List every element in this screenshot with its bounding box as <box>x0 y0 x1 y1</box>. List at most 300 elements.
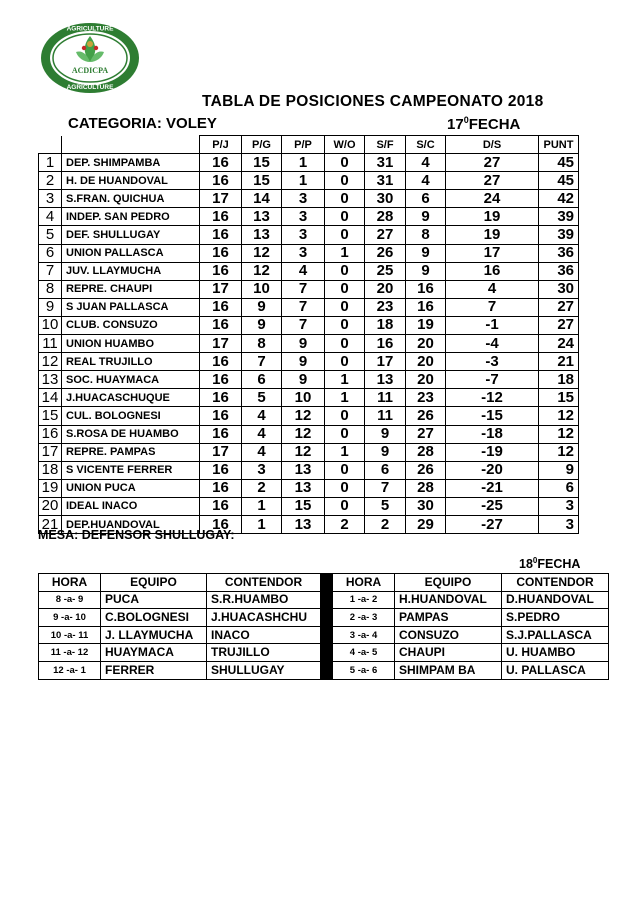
lost-cell: 13 <box>282 479 325 497</box>
won-cell: 13 <box>242 226 282 244</box>
lost-cell: 4 <box>282 262 325 280</box>
header-contendor-2: CONTENDOR <box>502 574 609 592</box>
standings-row <box>39 154 579 172</box>
position-cell: 21 <box>39 515 62 533</box>
walkover-cell: 2 <box>325 515 365 533</box>
fixtures-header-row <box>39 574 609 592</box>
position-cell: 6 <box>39 244 62 262</box>
walkover-cell: 0 <box>325 407 365 425</box>
sets-for-cell: 6 <box>365 461 406 479</box>
team-cell: H.HUANDOVAL <box>395 591 502 609</box>
played-cell: 16 <box>200 172 242 190</box>
set-difference-cell: -4 <box>446 335 539 353</box>
walkover-cell: 0 <box>325 461 365 479</box>
set-difference-cell: 19 <box>446 226 539 244</box>
sets-for-cell: 31 <box>365 154 406 172</box>
mesa-label: MESA: DEFENSOR SHULLUGAY: <box>38 528 235 542</box>
team-name-cell: S.ROSA DE HUAMBO <box>62 425 200 443</box>
played-cell: 16 <box>200 515 242 533</box>
team-name-cell: REAL TRUJILLO <box>62 353 200 371</box>
points-cell: 39 <box>539 208 579 226</box>
standings-row <box>39 262 579 280</box>
won-cell: 7 <box>242 353 282 371</box>
set-difference-cell: -18 <box>446 425 539 443</box>
team-name-cell: INDEP. SAN PEDRO <box>62 208 200 226</box>
position-cell: 2 <box>39 172 62 190</box>
opponent-cell: S.PEDRO <box>502 609 609 627</box>
sets-against-cell: 28 <box>406 479 446 497</box>
team-name-cell: CUL. BOLOGNESI <box>62 407 200 425</box>
sets-for-cell: 31 <box>365 172 406 190</box>
sets-for-cell: 17 <box>365 353 406 371</box>
sets-against-cell: 19 <box>406 316 446 334</box>
standings-row <box>39 479 579 497</box>
points-cell: 24 <box>539 335 579 353</box>
position-cell: 19 <box>39 479 62 497</box>
played-cell: 16 <box>200 479 242 497</box>
won-cell: 6 <box>242 371 282 389</box>
header-sc: S/C <box>406 136 446 154</box>
won-cell: 12 <box>242 262 282 280</box>
played-cell: 17 <box>200 190 242 208</box>
played-cell: 16 <box>200 497 242 515</box>
set-difference-cell: -15 <box>446 407 539 425</box>
opponent-cell: J.HUACASHCHU <box>207 609 321 627</box>
sets-for-cell: 26 <box>365 244 406 262</box>
position-cell: 9 <box>39 298 62 316</box>
won-cell: 10 <box>242 280 282 298</box>
points-cell: 27 <box>539 298 579 316</box>
points-cell: 30 <box>539 280 579 298</box>
lost-cell: 7 <box>282 316 325 334</box>
played-cell: 16 <box>200 226 242 244</box>
header-sf: S/F <box>365 136 406 154</box>
fixture-row <box>39 644 609 662</box>
standings-row <box>39 371 579 389</box>
column-separator <box>321 574 333 592</box>
round-number: 17 <box>447 116 464 133</box>
walkover-cell: 0 <box>325 335 365 353</box>
header-hora-2: HORA <box>333 574 395 592</box>
lost-cell: 1 <box>282 154 325 172</box>
team-name-cell: REPRE. PAMPAS <box>62 443 200 461</box>
set-difference-cell: -1 <box>446 316 539 334</box>
won-cell: 4 <box>242 425 282 443</box>
column-separator <box>321 626 333 644</box>
sets-for-cell: 13 <box>365 371 406 389</box>
lost-cell: 13 <box>282 515 325 533</box>
standings-row <box>39 461 579 479</box>
position-cell: 13 <box>39 371 62 389</box>
set-difference-cell: -21 <box>446 479 539 497</box>
sets-against-cell: 30 <box>406 497 446 515</box>
played-cell: 16 <box>200 244 242 262</box>
points-cell: 42 <box>539 190 579 208</box>
walkover-cell: 0 <box>325 208 365 226</box>
standings-row <box>39 172 579 190</box>
sets-for-cell: 30 <box>365 190 406 208</box>
sets-against-cell: 20 <box>406 371 446 389</box>
column-separator <box>321 644 333 662</box>
standings-row <box>39 226 579 244</box>
points-cell: 3 <box>539 497 579 515</box>
set-difference-cell: 4 <box>446 280 539 298</box>
team-cell: CHAUPI <box>395 644 502 662</box>
sets-for-cell: 23 <box>365 298 406 316</box>
walkover-cell: 0 <box>325 172 365 190</box>
lost-cell: 3 <box>282 244 325 262</box>
sets-for-cell: 28 <box>365 208 406 226</box>
walkover-cell: 0 <box>325 190 365 208</box>
lost-cell: 12 <box>282 407 325 425</box>
played-cell: 17 <box>200 443 242 461</box>
next-round-word: FECHA <box>537 557 581 571</box>
team-name-cell: DEP.HUANDOVAL <box>62 515 200 533</box>
played-cell: 16 <box>200 262 242 280</box>
lost-cell: 3 <box>282 190 325 208</box>
next-round-label <box>519 556 580 571</box>
lost-cell: 7 <box>282 298 325 316</box>
sets-against-cell: 20 <box>406 335 446 353</box>
logo-top-text: AGRICULTURE <box>66 25 114 33</box>
header-pj: P/J <box>200 136 242 154</box>
set-difference-cell: -25 <box>446 497 539 515</box>
points-cell: 15 <box>539 389 579 407</box>
team-name-cell: IDEAL INACO <box>62 497 200 515</box>
column-separator <box>321 661 333 679</box>
won-cell: 14 <box>242 190 282 208</box>
round-label <box>447 115 520 133</box>
header-ds: D/S <box>446 136 539 154</box>
standings-row <box>39 190 579 208</box>
team-name-cell: S.FRAN. QUICHUA <box>62 190 200 208</box>
standings-row <box>39 407 579 425</box>
position-cell: 5 <box>39 226 62 244</box>
team-name-cell: CLUB. CONSUZO <box>62 316 200 334</box>
team-name-cell: DEF. SHULLUGAY <box>62 226 200 244</box>
match-time-cell: 2 -a- 3 <box>333 609 395 627</box>
page-title: TABLA DE POSICIONES CAMPEONATO 2018 <box>202 93 544 110</box>
team-name-cell: S JUAN PALLASCA <box>62 298 200 316</box>
standings-row <box>39 425 579 443</box>
points-cell: 39 <box>539 226 579 244</box>
standings-row <box>39 208 579 226</box>
points-cell: 9 <box>539 461 579 479</box>
standings-row <box>39 280 579 298</box>
sets-against-cell: 26 <box>406 461 446 479</box>
team-name-cell: UNION HUAMBO <box>62 335 200 353</box>
points-cell: 3 <box>539 515 579 533</box>
lost-cell: 9 <box>282 371 325 389</box>
team-cell: J. LLAYMUCHA <box>101 626 207 644</box>
lost-cell: 3 <box>282 226 325 244</box>
set-difference-cell: -20 <box>446 461 539 479</box>
standings-row <box>39 389 579 407</box>
fixtures-table <box>38 573 609 680</box>
lost-cell: 3 <box>282 208 325 226</box>
fixture-row <box>39 661 609 679</box>
points-cell: 18 <box>539 371 579 389</box>
set-difference-cell: 17 <box>446 244 539 262</box>
column-separator <box>321 591 333 609</box>
walkover-cell: 1 <box>325 443 365 461</box>
won-cell: 9 <box>242 298 282 316</box>
match-time-cell: 3 -a- 4 <box>333 626 395 644</box>
won-cell: 4 <box>242 443 282 461</box>
position-cell: 15 <box>39 407 62 425</box>
position-cell: 17 <box>39 443 62 461</box>
points-cell: 12 <box>539 407 579 425</box>
sets-against-cell: 28 <box>406 443 446 461</box>
set-difference-cell: 27 <box>446 154 539 172</box>
sets-for-cell: 9 <box>365 443 406 461</box>
header-equipo-2: EQUIPO <box>395 574 502 592</box>
opponent-cell: U. HUAMBO <box>502 644 609 662</box>
sets-against-cell: 16 <box>406 298 446 316</box>
header-contendor-1: CONTENDOR <box>207 574 321 592</box>
walkover-cell: 0 <box>325 298 365 316</box>
lost-cell: 9 <box>282 353 325 371</box>
header-pp: P/P <box>282 136 325 154</box>
played-cell: 16 <box>200 154 242 172</box>
lost-cell: 12 <box>282 443 325 461</box>
played-cell: 16 <box>200 389 242 407</box>
header-hora-1: HORA <box>39 574 101 592</box>
sets-for-cell: 11 <box>365 389 406 407</box>
walkover-cell: 0 <box>325 154 365 172</box>
won-cell: 15 <box>242 172 282 190</box>
match-time-cell: 1 -a- 2 <box>333 591 395 609</box>
sets-against-cell: 20 <box>406 353 446 371</box>
fixture-row <box>39 591 609 609</box>
header-pos-blank <box>39 136 62 154</box>
sets-against-cell: 9 <box>406 262 446 280</box>
points-cell: 36 <box>539 244 579 262</box>
walkover-cell: 0 <box>325 497 365 515</box>
lost-cell: 9 <box>282 335 325 353</box>
position-cell: 14 <box>39 389 62 407</box>
played-cell: 16 <box>200 371 242 389</box>
sets-against-cell: 29 <box>406 515 446 533</box>
sets-against-cell: 23 <box>406 389 446 407</box>
sets-against-cell: 9 <box>406 208 446 226</box>
header-punt: PUNT <box>539 136 579 154</box>
points-cell: 6 <box>539 479 579 497</box>
match-time-cell: 9 -a- 10 <box>39 609 101 627</box>
walkover-cell: 0 <box>325 262 365 280</box>
match-time-cell: 11 -a- 12 <box>39 644 101 662</box>
walkover-cell: 1 <box>325 389 365 407</box>
points-cell: 36 <box>539 262 579 280</box>
position-cell: 11 <box>39 335 62 353</box>
acdicpa-logo <box>40 22 140 94</box>
team-cell: C.BOLOGNESI <box>101 609 207 627</box>
walkover-cell: 1 <box>325 244 365 262</box>
position-cell: 4 <box>39 208 62 226</box>
sets-against-cell: 6 <box>406 190 446 208</box>
sets-for-cell: 9 <box>365 425 406 443</box>
position-cell: 18 <box>39 461 62 479</box>
sets-for-cell: 11 <box>365 407 406 425</box>
sets-against-cell: 4 <box>406 172 446 190</box>
sets-against-cell: 27 <box>406 425 446 443</box>
sets-against-cell: 16 <box>406 280 446 298</box>
team-cell: PUCA <box>101 591 207 609</box>
won-cell: 1 <box>242 497 282 515</box>
walkover-cell: 1 <box>325 371 365 389</box>
won-cell: 9 <box>242 316 282 334</box>
header-team-blank <box>62 136 200 154</box>
won-cell: 12 <box>242 244 282 262</box>
sets-for-cell: 16 <box>365 335 406 353</box>
won-cell: 2 <box>242 479 282 497</box>
lost-cell: 15 <box>282 497 325 515</box>
position-cell: 10 <box>39 316 62 334</box>
won-cell: 5 <box>242 389 282 407</box>
set-difference-cell: -7 <box>446 371 539 389</box>
set-difference-cell: -3 <box>446 353 539 371</box>
standings-row <box>39 443 579 461</box>
lost-cell: 10 <box>282 389 325 407</box>
played-cell: 16 <box>200 298 242 316</box>
match-time-cell: 4 -a- 5 <box>333 644 395 662</box>
sets-against-cell: 4 <box>406 154 446 172</box>
fixture-row <box>39 626 609 644</box>
played-cell: 17 <box>200 335 242 353</box>
walkover-cell: 0 <box>325 226 365 244</box>
won-cell: 13 <box>242 208 282 226</box>
played-cell: 17 <box>200 280 242 298</box>
position-cell: 20 <box>39 497 62 515</box>
standings-row <box>39 353 579 371</box>
sets-for-cell: 2 <box>365 515 406 533</box>
team-name-cell: H. DE HUANDOVAL <box>62 172 200 190</box>
standings-row <box>39 497 579 515</box>
team-cell: HUAYMACA <box>101 644 207 662</box>
walkover-cell: 0 <box>325 316 365 334</box>
sets-for-cell: 7 <box>365 479 406 497</box>
team-name-cell: DEP. SHIMPAMBA <box>62 154 200 172</box>
opponent-cell: S.J.PALLASCA <box>502 626 609 644</box>
sets-for-cell: 20 <box>365 280 406 298</box>
position-cell: 8 <box>39 280 62 298</box>
walkover-cell: 0 <box>325 280 365 298</box>
sets-against-cell: 9 <box>406 244 446 262</box>
sets-against-cell: 26 <box>406 407 446 425</box>
set-difference-cell: 19 <box>446 208 539 226</box>
match-time-cell: 10 -a- 11 <box>39 626 101 644</box>
team-name-cell: J.HUACASCHUQUE <box>62 389 200 407</box>
won-cell: 15 <box>242 154 282 172</box>
opponent-cell: TRUJILLO <box>207 644 321 662</box>
category-label: CATEGORIA: VOLEY <box>68 115 217 132</box>
team-name-cell: JUV. LLAYMUCHA <box>62 262 200 280</box>
team-name-cell: UNION PALLASCA <box>62 244 200 262</box>
lost-cell: 12 <box>282 425 325 443</box>
opponent-cell: D.HUANDOVAL <box>502 591 609 609</box>
standings-table <box>38 135 579 534</box>
position-cell: 12 <box>39 353 62 371</box>
points-cell: 21 <box>539 353 579 371</box>
standings-row <box>39 244 579 262</box>
set-difference-cell: -12 <box>446 389 539 407</box>
sets-for-cell: 5 <box>365 497 406 515</box>
fixture-row <box>39 609 609 627</box>
opponent-cell: U. PALLASCA <box>502 661 609 679</box>
logo-bottom-text: AGRICULTURE <box>66 84 114 91</box>
team-cell: PAMPAS <box>395 609 502 627</box>
standings-row <box>39 316 579 334</box>
played-cell: 16 <box>200 407 242 425</box>
set-difference-cell: 16 <box>446 262 539 280</box>
opponent-cell: SHULLUGAY <box>207 661 321 679</box>
position-cell: 1 <box>39 154 62 172</box>
won-cell: 1 <box>242 515 282 533</box>
walkover-cell: 0 <box>325 353 365 371</box>
lost-cell: 1 <box>282 172 325 190</box>
sets-for-cell: 18 <box>365 316 406 334</box>
team-cell: FERRER <box>101 661 207 679</box>
won-cell: 3 <box>242 461 282 479</box>
played-cell: 16 <box>200 425 242 443</box>
match-time-cell: 5 -a- 6 <box>333 661 395 679</box>
walkover-cell: 0 <box>325 425 365 443</box>
played-cell: 16 <box>200 316 242 334</box>
set-difference-cell: 24 <box>446 190 539 208</box>
team-cell: SHIMPAM BA <box>395 661 502 679</box>
set-difference-cell: -19 <box>446 443 539 461</box>
set-difference-cell: 27 <box>446 172 539 190</box>
match-time-cell: 8 -a- 9 <box>39 591 101 609</box>
set-difference-cell: -27 <box>446 515 539 533</box>
header-equipo-1: EQUIPO <box>101 574 207 592</box>
played-cell: 16 <box>200 208 242 226</box>
team-name-cell: SOC. HUAYMACA <box>62 371 200 389</box>
played-cell: 16 <box>200 353 242 371</box>
round-word: FECHA <box>468 116 521 133</box>
lost-cell: 7 <box>282 280 325 298</box>
played-cell: 16 <box>200 461 242 479</box>
team-name-cell: REPRE. CHAUPI <box>62 280 200 298</box>
team-name-cell: S VICENTE FERRER <box>62 461 200 479</box>
sets-for-cell: 27 <box>365 226 406 244</box>
set-difference-cell: 7 <box>446 298 539 316</box>
header-pg: P/G <box>242 136 282 154</box>
sets-against-cell: 8 <box>406 226 446 244</box>
points-cell: 12 <box>539 425 579 443</box>
standings-row <box>39 335 579 353</box>
sets-for-cell: 25 <box>365 262 406 280</box>
position-cell: 16 <box>39 425 62 443</box>
walkover-cell: 0 <box>325 479 365 497</box>
points-cell: 45 <box>539 154 579 172</box>
lost-cell: 13 <box>282 461 325 479</box>
standings-row <box>39 298 579 316</box>
opponent-cell: S.R.HUAMBO <box>207 591 321 609</box>
team-cell: CONSUZO <box>395 626 502 644</box>
standings-header-row <box>39 136 579 154</box>
points-cell: 27 <box>539 316 579 334</box>
points-cell: 45 <box>539 172 579 190</box>
won-cell: 4 <box>242 407 282 425</box>
next-round-ordinal: 0 <box>532 556 538 565</box>
opponent-cell: INACO <box>207 626 321 644</box>
logo-brand-text: ACDICPA <box>71 66 109 75</box>
header-wo: W/O <box>325 136 365 154</box>
won-cell: 8 <box>242 335 282 353</box>
points-cell: 12 <box>539 443 579 461</box>
team-name-cell: UNION PUCA <box>62 479 200 497</box>
